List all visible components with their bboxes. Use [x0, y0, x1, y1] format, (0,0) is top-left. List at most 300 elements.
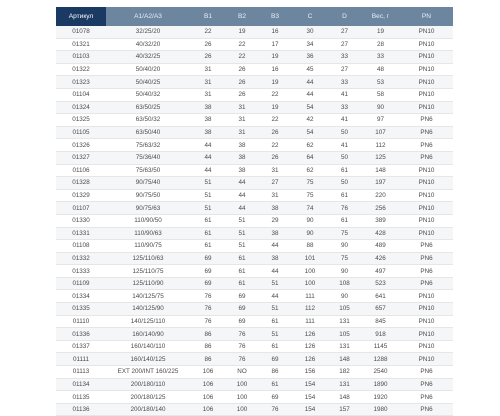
- cell-c: 36: [292, 51, 328, 64]
- table-row[interactable]: [56, 240, 453, 253]
- cell-b1: 69: [190, 277, 226, 290]
- cell-article: 01326: [56, 139, 106, 152]
- cell-dimensions: 40/32/20: [106, 38, 190, 51]
- cell-dimensions: 90/75/50: [106, 189, 190, 202]
- cell-c: 30: [292, 26, 328, 38]
- cell-c: 126: [292, 328, 328, 341]
- cell-d: 33: [328, 51, 361, 64]
- cell-d: 61: [328, 214, 361, 227]
- cell-article: 01134: [56, 378, 106, 391]
- cell-dimensions: 110/90/75: [106, 240, 190, 253]
- table-header-row: [56, 7, 453, 26]
- cell-b2: 100: [226, 403, 258, 416]
- cell-article: 01106: [56, 164, 106, 177]
- cell-weight: 97: [361, 114, 400, 127]
- cell-b1: 51: [190, 177, 226, 190]
- table-row[interactable]: [56, 151, 453, 164]
- cell-dimensions: 32/25/20: [106, 26, 190, 38]
- cell-b2: 44: [226, 202, 258, 215]
- cell-c: 75: [292, 177, 328, 190]
- cell-b2: 38: [226, 164, 258, 177]
- cell-b1: 44: [190, 164, 226, 177]
- cell-b2: 31: [226, 126, 258, 139]
- cell-d: 105: [328, 303, 361, 316]
- cell-dimensions: 140/125/75: [106, 290, 190, 303]
- header-d[interactable]: D: [328, 7, 361, 26]
- cell-b1: 86: [190, 328, 226, 341]
- table-body: [56, 26, 453, 416]
- cell-b1: 44: [190, 151, 226, 164]
- cell-weight: 33: [361, 51, 400, 64]
- cell-b2: 22: [226, 38, 258, 51]
- cell-c: 64: [292, 151, 328, 164]
- cell-b1: 61: [190, 227, 226, 240]
- cell-article: 01110: [56, 315, 106, 328]
- table-row[interactable]: [56, 177, 453, 190]
- cell-b1: 69: [190, 252, 226, 265]
- cell-d: 50: [328, 151, 361, 164]
- cell-dimensions: 110/90/50: [106, 214, 190, 227]
- cell-article: 01135: [56, 391, 106, 404]
- cell-b3: 22: [258, 88, 292, 101]
- cell-b3: 44: [258, 265, 292, 278]
- cell-b1: 61: [190, 214, 226, 227]
- header-weight[interactable]: Вес, г: [361, 7, 400, 26]
- cell-pn: PN10: [400, 303, 453, 316]
- cell-pn: PN6: [400, 151, 453, 164]
- cell-b1: 38: [190, 126, 226, 139]
- cell-article: 01103: [56, 51, 106, 64]
- cell-article: 01113: [56, 366, 106, 379]
- cell-d: 131: [328, 315, 361, 328]
- cell-weight: 58: [361, 88, 400, 101]
- cell-c: 100: [292, 265, 328, 278]
- cell-c: 45: [292, 63, 328, 76]
- cell-b1: 22: [190, 26, 226, 38]
- cell-d: 27: [328, 38, 361, 51]
- cell-pn: PN10: [400, 353, 453, 366]
- cell-dimensions: 63/50/25: [106, 101, 190, 114]
- cell-article: 01321: [56, 38, 106, 51]
- cell-c: 101: [292, 252, 328, 265]
- table-row[interactable]: [56, 290, 453, 303]
- cell-b3: 69: [258, 353, 292, 366]
- cell-b3: 38: [258, 202, 292, 215]
- cell-d: 131: [328, 340, 361, 353]
- cell-article: 01332: [56, 252, 106, 265]
- cell-b2: 76: [226, 353, 258, 366]
- cell-pn: PN6: [400, 265, 453, 278]
- cell-b3: 51: [258, 277, 292, 290]
- cell-b2: 38: [226, 139, 258, 152]
- cell-b2: 31: [226, 114, 258, 127]
- cell-article: 01329: [56, 189, 106, 202]
- cell-article: 01078: [56, 26, 106, 38]
- cell-dimensions: 90/75/40: [106, 177, 190, 190]
- cell-pn: PN6: [400, 366, 453, 379]
- cell-weight: 90: [361, 101, 400, 114]
- cell-pn: PN6: [400, 378, 453, 391]
- cell-d: 41: [328, 114, 361, 127]
- cell-pn: PN6: [400, 277, 453, 290]
- cell-d: 157: [328, 403, 361, 416]
- cell-b2: 100: [226, 378, 258, 391]
- cell-d: 76: [328, 202, 361, 215]
- cell-b3: 26: [258, 151, 292, 164]
- cell-c: 62: [292, 164, 328, 177]
- cell-pn: PN10: [400, 76, 453, 89]
- cell-weight: 1145: [361, 340, 400, 353]
- cell-c: 111: [292, 315, 328, 328]
- cell-b1: 38: [190, 114, 226, 127]
- cell-dimensions: 50/40/32: [106, 88, 190, 101]
- cell-weight: 2540: [361, 366, 400, 379]
- cell-c: 154: [292, 391, 328, 404]
- cell-dimensions: 140/125/90: [106, 303, 190, 316]
- cell-b2: 69: [226, 303, 258, 316]
- cell-pn: PN10: [400, 290, 453, 303]
- cell-b2: 61: [226, 277, 258, 290]
- cell-b3: 38: [258, 227, 292, 240]
- cell-pn: PN10: [400, 315, 453, 328]
- table-row[interactable]: [56, 189, 453, 202]
- cell-article: 01336: [56, 328, 106, 341]
- cell-b3: 29: [258, 214, 292, 227]
- cell-b1: 86: [190, 340, 226, 353]
- cell-article: 01324: [56, 101, 106, 114]
- cell-d: 90: [328, 240, 361, 253]
- cell-b3: 69: [258, 391, 292, 404]
- cell-weight: 1920: [361, 391, 400, 404]
- table-row[interactable]: [56, 214, 453, 227]
- cell-pn: PN10: [400, 227, 453, 240]
- cell-d: 148: [328, 391, 361, 404]
- cell-dimensions: 125/110/63: [106, 252, 190, 265]
- table-row[interactable]: [56, 164, 453, 177]
- cell-d: 75: [328, 227, 361, 240]
- cell-c: 88: [292, 240, 328, 253]
- cell-c: 75: [292, 189, 328, 202]
- cell-article: 01323: [56, 76, 106, 89]
- cell-dimensions: 200/180/110: [106, 378, 190, 391]
- table-row[interactable]: [56, 38, 453, 51]
- cell-b3: 86: [258, 366, 292, 379]
- cell-dimensions: 110/90/63: [106, 227, 190, 240]
- table-row[interactable]: [56, 51, 453, 64]
- cell-b1: 106: [190, 366, 226, 379]
- table-row[interactable]: [56, 328, 453, 341]
- cell-dimensions: 200/180/125: [106, 391, 190, 404]
- cell-b2: 51: [226, 214, 258, 227]
- cell-b2: 61: [226, 252, 258, 265]
- cell-b2: 51: [226, 227, 258, 240]
- table-row[interactable]: [56, 303, 453, 316]
- cell-b3: 51: [258, 328, 292, 341]
- cell-b1: 51: [190, 202, 226, 215]
- cell-c: 126: [292, 340, 328, 353]
- table-row[interactable]: [56, 277, 453, 290]
- cell-b1: 38: [190, 101, 226, 114]
- cell-weight: 1980: [361, 403, 400, 416]
- cell-weight: 28: [361, 38, 400, 51]
- cell-b2: 44: [226, 189, 258, 202]
- cell-b3: 38: [258, 252, 292, 265]
- cell-b1: 106: [190, 391, 226, 404]
- cell-article: 01322: [56, 63, 106, 76]
- cell-b2: 69: [226, 290, 258, 303]
- cell-dimensions: 63/50/32: [106, 114, 190, 127]
- cell-c: 111: [292, 290, 328, 303]
- cell-b3: 61: [258, 378, 292, 391]
- cell-pn: PN10: [400, 38, 453, 51]
- cell-b1: 76: [190, 290, 226, 303]
- cell-weight: 426: [361, 252, 400, 265]
- cell-d: 90: [328, 265, 361, 278]
- table-row[interactable]: [56, 76, 453, 89]
- cell-d: 105: [328, 328, 361, 341]
- cell-weight: 220: [361, 189, 400, 202]
- cell-pn: PN10: [400, 26, 453, 38]
- table-row[interactable]: [56, 26, 453, 38]
- cell-pn: PN10: [400, 101, 453, 114]
- cell-c: 154: [292, 378, 328, 391]
- cell-dimensions: 75/63/32: [106, 139, 190, 152]
- table-row[interactable]: [56, 340, 453, 353]
- cell-c: 34: [292, 38, 328, 51]
- table-row[interactable]: [56, 265, 453, 278]
- spec-table-container: [56, 7, 453, 416]
- header-article[interactable]: Артикул: [56, 7, 106, 26]
- cell-weight: 845: [361, 315, 400, 328]
- cell-article: 01331: [56, 227, 106, 240]
- cell-b2: 26: [226, 88, 258, 101]
- cell-c: 54: [292, 126, 328, 139]
- table-row[interactable]: [56, 202, 453, 215]
- cell-pn: PN6: [400, 126, 453, 139]
- cell-dimensions: 90/75/63: [106, 202, 190, 215]
- cell-b2: NO: [226, 366, 258, 379]
- cell-article: 01325: [56, 114, 106, 127]
- cell-d: 75: [328, 252, 361, 265]
- cell-c: 44: [292, 88, 328, 101]
- table-row[interactable]: [56, 378, 453, 391]
- cell-b2: 19: [226, 26, 258, 38]
- cell-pn: PN10: [400, 51, 453, 64]
- table-row[interactable]: [56, 101, 453, 114]
- header-a1-a2-a3[interactable]: A1/A2/A3: [106, 7, 190, 26]
- cell-pn: PN10: [400, 214, 453, 227]
- cell-d: 50: [328, 126, 361, 139]
- cell-b2: 69: [226, 315, 258, 328]
- cell-pn: PN10: [400, 340, 453, 353]
- cell-d: 108: [328, 277, 361, 290]
- header-b1[interactable]: B1: [190, 7, 226, 26]
- table-row[interactable]: [56, 403, 453, 416]
- cell-d: 33: [328, 101, 361, 114]
- cell-article: 01136: [56, 403, 106, 416]
- cell-weight: 497: [361, 265, 400, 278]
- cell-weight: 48: [361, 63, 400, 76]
- cell-article: 01334: [56, 290, 106, 303]
- cell-b3: 26: [258, 126, 292, 139]
- cell-b1: 76: [190, 315, 226, 328]
- cell-b2: 38: [226, 151, 258, 164]
- cell-b2: 100: [226, 391, 258, 404]
- cell-c: 90: [292, 214, 328, 227]
- cell-c: 126: [292, 353, 328, 366]
- cell-b3: 16: [258, 26, 292, 38]
- cell-b3: 16: [258, 63, 292, 76]
- cell-d: 61: [328, 164, 361, 177]
- cell-article: 01330: [56, 214, 106, 227]
- cell-dimensions: 200/180/140: [106, 403, 190, 416]
- table-row[interactable]: [56, 227, 453, 240]
- cell-c: 54: [292, 101, 328, 114]
- cell-d: 33: [328, 76, 361, 89]
- cell-b3: 27: [258, 177, 292, 190]
- cell-b3: 61: [258, 340, 292, 353]
- cell-c: 154: [292, 403, 328, 416]
- cell-weight: 641: [361, 290, 400, 303]
- header-b3[interactable]: B3: [258, 7, 292, 26]
- cell-c: 74: [292, 202, 328, 215]
- cell-pn: PN10: [400, 189, 453, 202]
- cell-article: 01335: [56, 303, 106, 316]
- cell-pn: PN6: [400, 240, 453, 253]
- cell-b1: 76: [190, 303, 226, 316]
- cell-pn: PN6: [400, 139, 453, 152]
- cell-dimensions: 40/32/25: [106, 51, 190, 64]
- cell-pn: PN6: [400, 391, 453, 404]
- cell-c: 112: [292, 303, 328, 316]
- spec-table: [56, 7, 453, 416]
- cell-b1: 31: [190, 63, 226, 76]
- cell-b3: 22: [258, 139, 292, 152]
- cell-b1: 26: [190, 38, 226, 51]
- cell-b3: 19: [258, 101, 292, 114]
- cell-c: 100: [292, 277, 328, 290]
- table-row[interactable]: [56, 88, 453, 101]
- cell-dimensions: 160/140/110: [106, 340, 190, 353]
- cell-b1: 31: [190, 88, 226, 101]
- cell-d: 50: [328, 177, 361, 190]
- cell-c: 62: [292, 139, 328, 152]
- cell-dimensions: 125/110/90: [106, 277, 190, 290]
- cell-dimensions: 140/125/110: [106, 315, 190, 328]
- table-row[interactable]: [56, 252, 453, 265]
- cell-b1: 106: [190, 403, 226, 416]
- cell-article: 01109: [56, 277, 106, 290]
- cell-d: 131: [328, 378, 361, 391]
- cell-b3: 44: [258, 290, 292, 303]
- cell-d: 27: [328, 26, 361, 38]
- cell-d: 182: [328, 366, 361, 379]
- cell-b2: 26: [226, 63, 258, 76]
- cell-dimensions: 160/140/125: [106, 353, 190, 366]
- cell-b2: 22: [226, 51, 258, 64]
- cell-c: 42: [292, 114, 328, 127]
- cell-pn: PN10: [400, 88, 453, 101]
- cell-pn: PN6: [400, 403, 453, 416]
- cell-b3: 17: [258, 38, 292, 51]
- cell-pn: PN10: [400, 177, 453, 190]
- cell-c: 156: [292, 366, 328, 379]
- cell-pn: PN10: [400, 63, 453, 76]
- cell-dimensions: 50/40/25: [106, 76, 190, 89]
- cell-b3: 76: [258, 403, 292, 416]
- cell-dimensions: 75/36/40: [106, 151, 190, 164]
- cell-pn: PN10: [400, 328, 453, 341]
- cell-weight: 53: [361, 76, 400, 89]
- cell-weight: 657: [361, 303, 400, 316]
- cell-b1: 31: [190, 76, 226, 89]
- cell-weight: 489: [361, 240, 400, 253]
- cell-b3: 44: [258, 240, 292, 253]
- cell-b1: 61: [190, 240, 226, 253]
- header-c[interactable]: C: [292, 7, 328, 26]
- cell-article: 01333: [56, 265, 106, 278]
- table-row[interactable]: [56, 391, 453, 404]
- table-row[interactable]: [56, 315, 453, 328]
- cell-article: 01337: [56, 340, 106, 353]
- cell-b3: 22: [258, 114, 292, 127]
- cell-pn: PN6: [400, 252, 453, 265]
- cell-d: 61: [328, 189, 361, 202]
- cell-weight: 523: [361, 277, 400, 290]
- cell-b1: 86: [190, 353, 226, 366]
- table-row[interactable]: [56, 63, 453, 76]
- header-b2[interactable]: B2: [226, 7, 258, 26]
- cell-b3: 51: [258, 303, 292, 316]
- cell-b2: 76: [226, 328, 258, 341]
- cell-article: 01108: [56, 240, 106, 253]
- cell-c: 44: [292, 76, 328, 89]
- table-row[interactable]: [56, 126, 453, 139]
- cell-b2: 76: [226, 340, 258, 353]
- cell-pn: PN6: [400, 114, 453, 127]
- cell-b2: 31: [226, 101, 258, 114]
- table-row[interactable]: [56, 366, 453, 379]
- cell-dimensions: 50/40/20: [106, 63, 190, 76]
- cell-d: 90: [328, 290, 361, 303]
- cell-dimensions: 63/50/40: [106, 126, 190, 139]
- cell-b2: 61: [226, 265, 258, 278]
- cell-dimensions: 75/63/50: [106, 164, 190, 177]
- header-pn[interactable]: PN: [400, 7, 453, 26]
- cell-b3: 19: [258, 51, 292, 64]
- cell-b2: 26: [226, 76, 258, 89]
- table-row[interactable]: [56, 139, 453, 152]
- cell-b3: 31: [258, 189, 292, 202]
- cell-weight: 918: [361, 328, 400, 341]
- cell-d: 41: [328, 139, 361, 152]
- cell-b1: 69: [190, 265, 226, 278]
- cell-b3: 19: [258, 76, 292, 89]
- cell-weight: 428: [361, 227, 400, 240]
- table-row[interactable]: [56, 114, 453, 127]
- table-row[interactable]: [56, 353, 453, 366]
- cell-pn: PN10: [400, 202, 453, 215]
- cell-weight: 148: [361, 164, 400, 177]
- cell-d: 148: [328, 353, 361, 366]
- cell-article: 01111: [56, 353, 106, 366]
- cell-weight: 256: [361, 202, 400, 215]
- cell-weight: 389: [361, 214, 400, 227]
- cell-b1: 51: [190, 189, 226, 202]
- cell-weight: 1288: [361, 353, 400, 366]
- cell-weight: 1890: [361, 378, 400, 391]
- cell-d: 27: [328, 63, 361, 76]
